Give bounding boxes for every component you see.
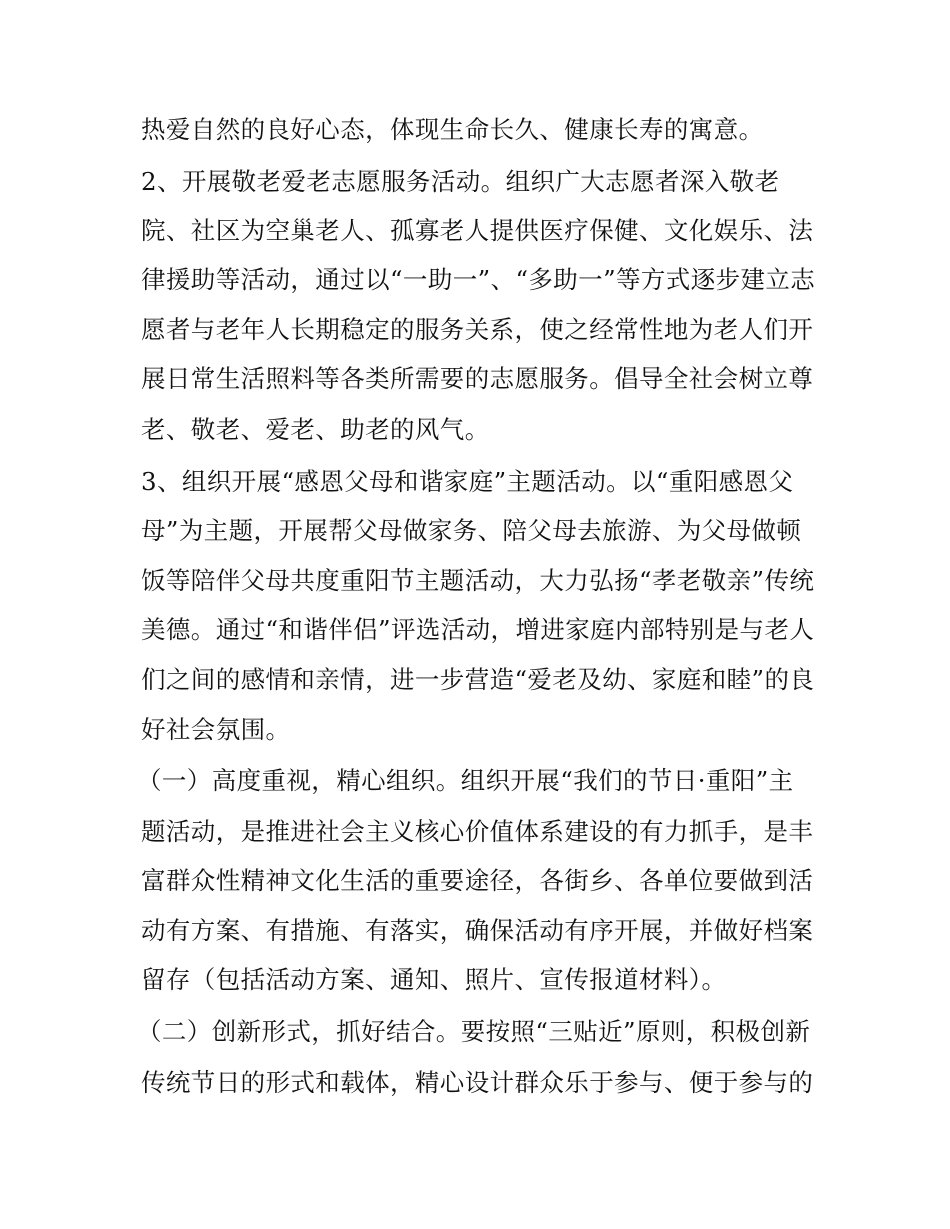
text-line: 富群众性精神文化生活的重要途径，各街乡、各单位要做到活 <box>141 866 814 895</box>
text-line: 传统节日的形式和载体，精心设计群众乐于参与、便于参与的 <box>141 1068 814 1097</box>
text-line: 愿者与老年人长期稳定的服务关系，使之经常性地为老人们开 <box>141 315 814 344</box>
text-line: （二）创新形式，抓好结合。要按照“三贴近”原则，积极创新 <box>137 1017 811 1046</box>
text-line: （一）高度重视，精心组织。组织开展“我们的节日·重阳”主 <box>137 766 794 795</box>
text-line: 题活动，是推进社会主义核心价值体系建设的有力抓手，是丰 <box>141 817 814 846</box>
text-line: 饭等陪伴父母共度重阳节主题活动，大力弘扬“孝老敬亲”传统 <box>141 566 815 595</box>
text-line: 好社会氛围。 <box>141 715 291 744</box>
text-line: 母”为主题，开展帮父母做家务、陪父母去旅游、为父母做顿 <box>141 516 802 545</box>
text-line: 留存（包括活动方案、通知、照片、宣传报道材料）。 <box>141 965 727 994</box>
text-line: 律援助等活动，通过以“一助一”、“多助一”等方式逐步建立志 <box>141 265 816 294</box>
text-line: 3、组织开展“感恩父母和谐家庭”主题活动。以“重阳感恩父 <box>141 467 794 496</box>
text-line: 展日常生活照料等各类所需要的志愿服务。倡导全社会树立尊 <box>141 364 814 393</box>
text-line: 院、社区为空巢老人、孤寡老人提供医疗保健、文化娱乐、法 <box>141 216 814 245</box>
text-line: 老、敬老、爱老、助老的风气。 <box>141 415 490 444</box>
text-line: 们之间的感情和亲情，进一步营造“爱老及幼、家庭和睦”的良 <box>141 665 815 694</box>
text-line: 美德。通过“和谐伴侣”评选活动，增进家庭内部特别是与老人 <box>141 615 815 644</box>
text-line: 2、开展敬老爱老志愿服务活动。组织广大志愿者深入敬老 <box>141 167 780 196</box>
text-line: 热爱自然的良好心态，体现生命长久、健康长寿的寓意。 <box>141 115 764 144</box>
text-line: 动有方案、有措施、有落实，确保活动有序开展，并做好档案 <box>141 916 814 945</box>
